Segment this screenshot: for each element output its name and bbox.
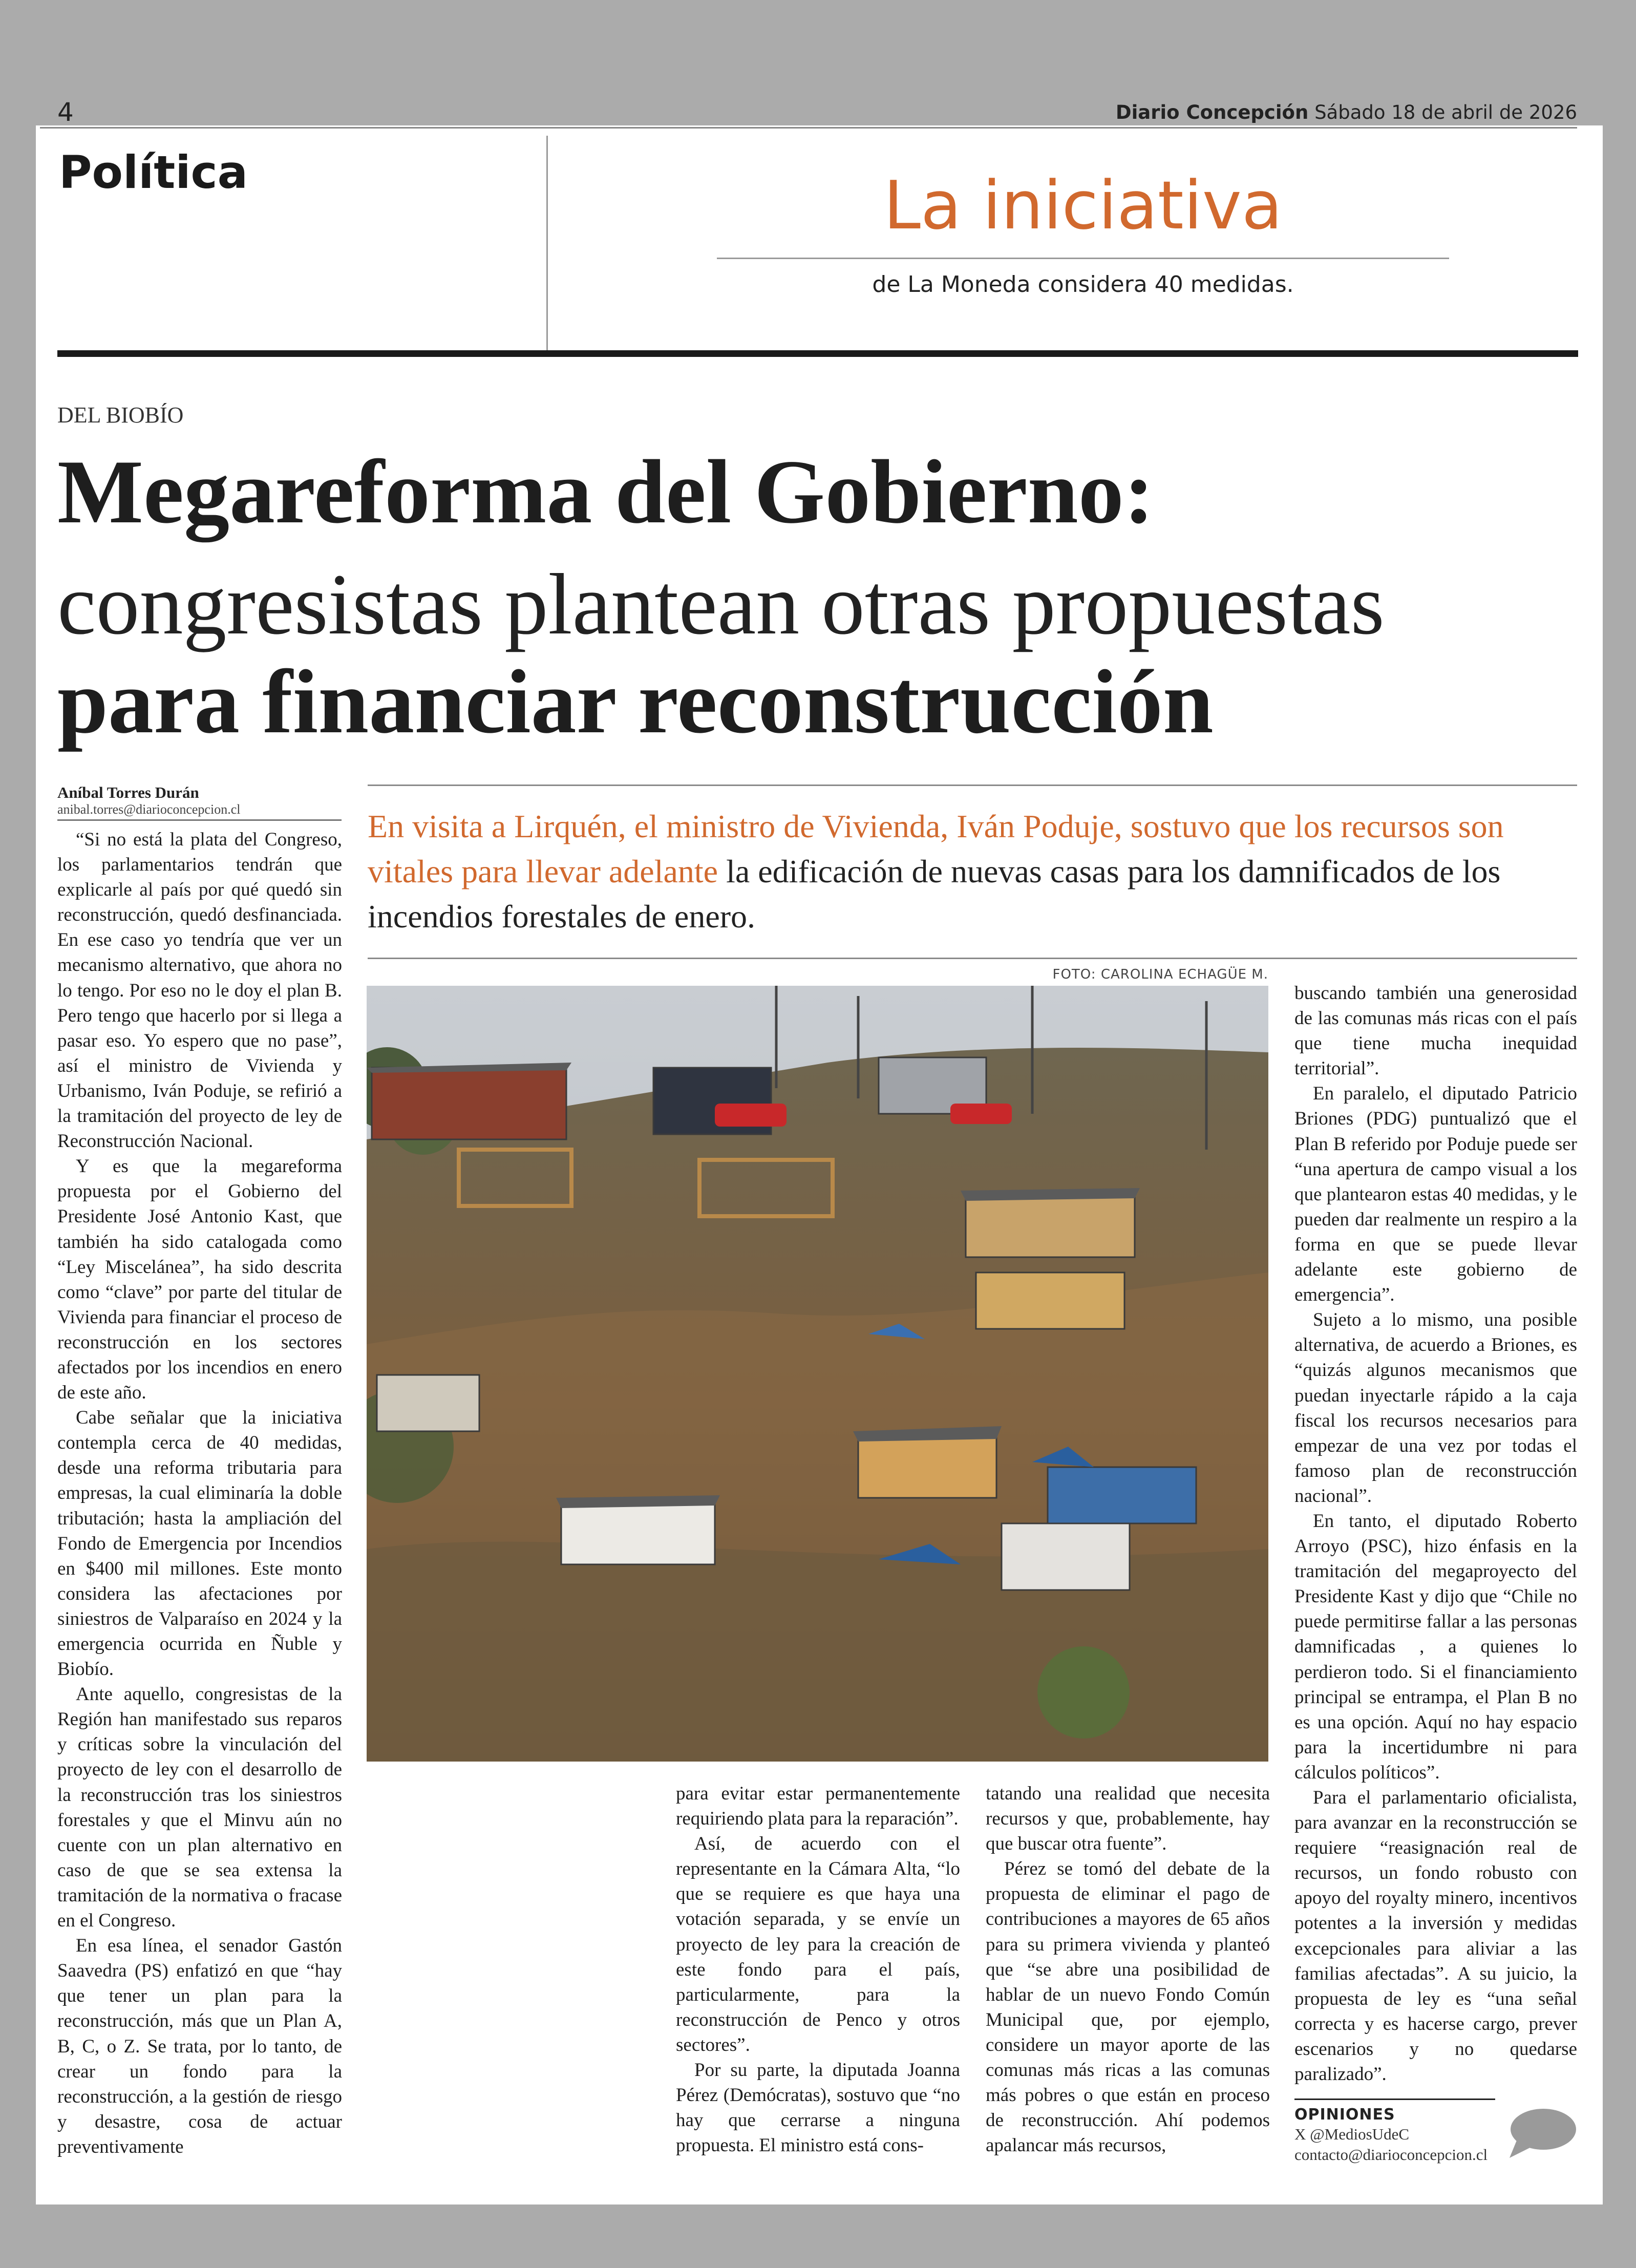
byline-author: Aníbal Torres Durán bbox=[57, 783, 199, 801]
summary-highlight: En visita a Lirquén, el ministro de Vivienda, Iván Poduje, sostuvo que los recursos son vitales para llevar adelante bbox=[368, 808, 1504, 889]
body-column-1 bbox=[57, 827, 342, 2159]
publication-date: Sábado 18 de abril de 2026 bbox=[1314, 101, 1577, 123]
kicker-title: La iniciativa bbox=[883, 166, 1283, 244]
summary-text: la edificación de nuevas casas para los damnificados de los incendios forestales de enero. bbox=[368, 853, 1501, 935]
opinions-social[interactable]: X @MediosUdeC bbox=[1294, 2125, 1410, 2143]
paragraph: Para el parlamentario oficialista, para avanzar en la reconstrucción se requiere “reasignación real de recursos, un fondo robusto con apoyo del royalty minero, incentivos potentes a la inversión y medidas excepcionales para aliviar a las familias afectadas”. A su juicio, la propuesta de ley es “una señal correcta y es hacerse cargo, prever escenarios y no quedarse paralizado”. bbox=[1294, 1787, 1577, 2085]
paragraph: buscando también una generosidad de las comunas más ricas con el país que tiene mucha inequidad territorial”. bbox=[1294, 983, 1577, 1079]
kicker-rule bbox=[717, 258, 1449, 259]
body-column-3 bbox=[986, 1781, 1270, 2158]
speech-bubble-icon bbox=[1505, 2105, 1577, 2161]
opinions-email[interactable]: contacto@diarioconcepcion.cl bbox=[1294, 2146, 1488, 2164]
opinions-rule bbox=[1294, 2099, 1495, 2100]
headline-line-3: para financiar reconstrucción bbox=[57, 651, 1214, 752]
photo-credit: FOTO: CAROLINA ECHAGÜE M. bbox=[1052, 967, 1268, 982]
header-divider bbox=[546, 136, 548, 351]
section-divider bbox=[57, 350, 1578, 357]
masthead bbox=[768, 101, 1577, 123]
paragraph: “Si no está la plata del Congreso, los parlamentarios tendrán que explicarle al país por qué quedó sin reconstrucción, quedó desfinanciada. En ese caso yo tendría que ver un mecanismo alternativo, que ahora no lo tengo. Por eso no le doy el plan B. Pero tengo que hacerlo por si llega a pasar eso. Yo espero que no pase”, así el ministro de Vivienda y Urbanismo, Iván Poduje, se refirió a la tramitación del proyecto de ley de Reconstrucción Nacional. bbox=[57, 829, 342, 1152]
body-column-4 bbox=[1294, 981, 1577, 2087]
paragraph: Así, de acuerdo con el representante en la Cámara Alta, “lo que se requiere es que haya una votación separada, y se envíe un proyecto de ley para la creación de este fondo para el país, particularmente, para la reconstrucción de Penco y otros sectores”. bbox=[676, 1833, 960, 2055]
header-rule bbox=[40, 127, 1577, 129]
paragraph: para evitar estar permanentemente requiriendo plata para la reparación”. bbox=[676, 1783, 960, 1830]
kicker-subtitle: de La Moneda considera 40 medidas. bbox=[872, 271, 1294, 298]
page-number: 4 bbox=[57, 97, 74, 127]
byline-email: anibal.torres@diarioconcepcion.cl bbox=[57, 802, 241, 817]
article-photo bbox=[367, 986, 1268, 1762]
section-title: Política bbox=[59, 146, 248, 199]
summary-rule-bottom bbox=[368, 958, 1577, 959]
publication-name: Diario Concepción bbox=[1115, 101, 1309, 123]
opinions-title: OPINIONES bbox=[1294, 2106, 1395, 2124]
paragraph: En esa línea, el senador Gastón Saavedra (PS) enfatizó en que “hay que tener un plan para la reconstrucción, más que un Plan A, B, C, o Z. Se trata, por lo tanto, de crear un fondo para la reconstrucción, a la gestión de riesgo y desastre, cosa de actuar preventivamente bbox=[57, 1935, 342, 2157]
paragraph: Pérez se tomó del debate de la propuesta de eliminar el pago de contribuciones a mayores de 65 años para su primera vivienda y planteó que “se abre una posibilidad de hablar de un nuevo Fondo Común Municipal que, por ejemplo, considere un mayor aporte de las comunas más ricas a las comunas más pobres o que están en proceso de reconstrucción. Ahí podemos apalancar más recursos, bbox=[986, 1858, 1270, 2156]
paragraph: Sujeto a lo mismo, una posible alternativa, de acuerdo a Briones, es “quizás algunos mecanismos que puedan inyectarle rápido a la caja fiscal los recursos necesarios para empezar de una vez por todas el famoso plan de reconstrucción nacional”. bbox=[1294, 1309, 1577, 1507]
paragraph: En tanto, el diputado Roberto Arroyo (PSC), hizo énfasis en la tramitación del megaproyecto del Presidente Kast y dijo que “Chile no puede permitirse fallar a las personas damnificadas , a quienes lo perdieron todo. Si el financiamiento principal se entrampa, el Plan B no es una opción. Aquí no hay espacio para la incertidumbre ni para cálculos políticos”. bbox=[1294, 1510, 1577, 1783]
body-column-2 bbox=[676, 1781, 960, 2158]
paragraph: tatando una realidad que necesita recursos y que, probablemente, hay que buscar otra fuente”. bbox=[986, 1783, 1270, 1855]
paragraph: Y es que la megareforma propuesta por el Gobierno del Presidente José Antonio Kast, que también ha sido catalogada como “Ley Miscelánea”, ha sido descrita como “clave” por parte del titular de Vivienda para financiar el proceso de reconstrucción en los sectores afectados por los incendios en enero de este año. bbox=[57, 1156, 342, 1404]
paragraph: Ante aquello, congresistas de la Región han manifestado sus reparos y críticas sobre la vinculación del proyecto de ley con el desarrollo de la reconstrucción tras los siniestros forestales y que el Minvu aún no cuente con un plan alternativo en caso de que se sea extensa la tramitación de la normativa o fracase en el Congreso. bbox=[57, 1684, 342, 1932]
paragraph: Por su parte, la diputada Joanna Pérez (Demócratas), sostuvo que “no hay que cerrarse a ninguna propuesta. El ministro está cons- bbox=[676, 2060, 960, 2156]
byline-rule bbox=[57, 819, 342, 821]
paragraph: En paralelo, el diputado Patricio Briones (PDG) puntualizó que el Plan B referido por Poduje puede ser “una apertura de campo visual a los que plantearon estas 40 medidas, y le pueden dar realmente un respiro a la forma en que se puede llevar adelante este gobierno de emergencia”. bbox=[1294, 1083, 1577, 1306]
article-summary bbox=[368, 804, 1566, 939]
article-eyebrow: DEL BIOBÍO bbox=[57, 402, 184, 428]
summary-rule-top bbox=[368, 785, 1577, 786]
headline-line-2: congresistas plantean otras propuestas bbox=[57, 556, 1385, 652]
paragraph: Cabe señalar que la iniciativa contempla cerca de 40 medidas, desde una reforma tributaria para empresas, la cual eliminaría la doble tributación; hasta la ampliación del Fondo de Emergencia por Incendios en $400 mil millones. Este monto considera las afectaciones por siniestros de Valparaíso en 2024 y la emergencia ocurrida en Ñuble y Biobío. bbox=[57, 1407, 342, 1680]
headline-line-1: Megareforma del Gobierno: bbox=[57, 441, 1154, 542]
